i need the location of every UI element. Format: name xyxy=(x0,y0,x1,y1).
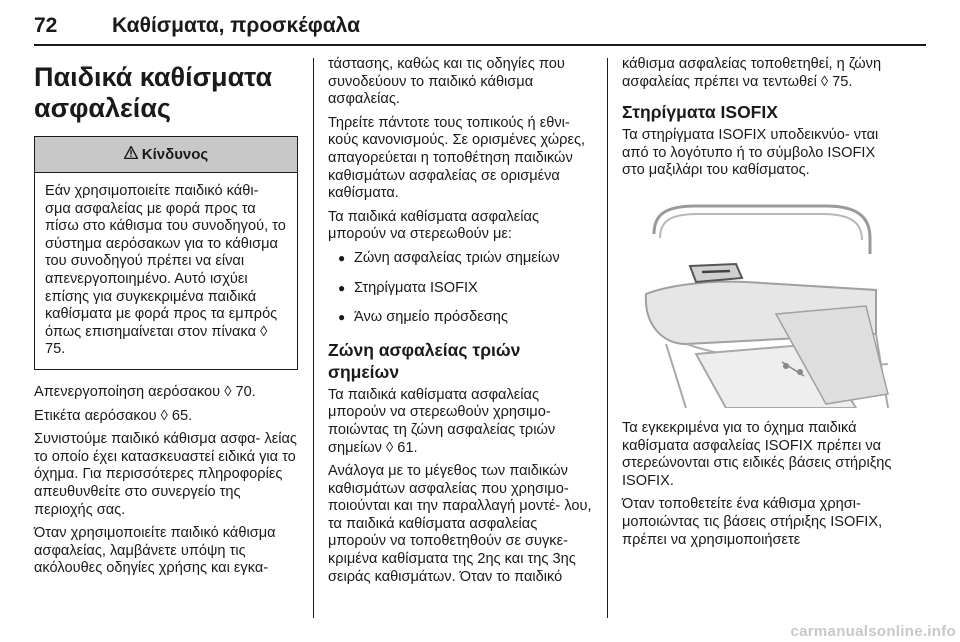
column-divider-2 xyxy=(607,58,608,618)
list-item: ● Ζώνη ασφαλείας τριών σημείων xyxy=(338,249,560,266)
warning-body xyxy=(35,173,297,369)
three-point-belt-paragraph: Τα παιδικά καθίσματα ασφαλείας μπορούν να στερεωθούν χρησιμο- ποιώντας τη ζώνη ασφαλείας τριών σημείων ◊ 61. xyxy=(328,386,556,456)
isofix-seat-drawing xyxy=(626,194,890,408)
page-header xyxy=(34,6,926,46)
installation-continuation: τάστασης, καθώς και τις οδηγίες που συνοδεύουν το παιδικό κάθισμα ασφαλείας. xyxy=(328,56,565,108)
section-title: Παιδικά καθίσματα ασφαλείας xyxy=(34,62,273,123)
column-1 xyxy=(34,56,298,584)
warning-triangle-icon xyxy=(124,146,138,163)
isofix-heading: Στηρίγματα ISOFIX xyxy=(622,102,778,123)
warning-title: Κίνδυνος xyxy=(141,146,209,163)
belt-tension-paragraph: κάθισμα ασφαλείας τοποθετηθεί, η ζώνη ασφαλείας πρέπει να τεντωθεί ◊ 75. xyxy=(622,56,882,90)
column-2 xyxy=(328,56,592,592)
instructions-paragraph: Όταν χρησιμοποιείτε παιδικό κάθισμα ασφαλείας, λαμβάνετε υπόψη τις ακόλουθες οδηγίες χρήσης και εγκα- xyxy=(34,525,276,577)
list-item: ● Άνω σημείο πρόσδεσης xyxy=(338,309,508,326)
fastening-methods-list xyxy=(328,250,592,327)
page-number: 72 xyxy=(34,14,58,37)
recommendation-paragraph: Συνιστούμε παιδικό κάθισμα ασφα- λείας το οποίο έχει κατασκευαστεί ειδικά για το όχημα. Για περισσότερες πληροφορίες απευθυνθείτε στο συνεργείο της περιοχής σας. xyxy=(34,431,297,518)
local-regulations-paragraph: Τηρείτε πάντοτε τους τοπικούς ή εθνι- κούς κανονισμούς. Σε ορισμένες χώρες, απαγορεύεται η τοποθέτηση παιδικών καθισμάτων ασφαλείας σε ορισμένα καθίσματα. xyxy=(328,114,586,202)
isofix-indication-paragraph: Τα στηρίγματα ISOFIX υποδεικνύο- νται από το λογότυπο ή το σύμβολο ISOFIX στο μαξιλάρι του καθίσματος. xyxy=(622,127,879,179)
running-title: Καθίσματα, προσκέφαλα xyxy=(112,14,360,37)
approved-seats-paragraph: Τα εγκεκριμένα για το όχημα παιδικά καθίσματα ασφαλείας ISOFIX πρέπει να στερεώνονται στις ειδικές βάσεις στήριξης ISOFIX. xyxy=(622,419,892,489)
site-watermark: carmanualsonline.info xyxy=(790,623,956,640)
isofix-mounting-paragraph: Όταν τοποθετείτε ένα κάθισμα χρησι- μοποιώντας τις βάσεις στήριξης ISOFIX, πρέπει να χρησιμοποιήσετε xyxy=(622,496,883,548)
danger-warning-box xyxy=(34,136,298,370)
isofix-seat-illustration xyxy=(626,194,890,408)
seat-rows-paragraph: Ανάλογα με το μέγεθος των παιδικών καθισμάτων ασφαλείας που χρησιμο- ποιούνται και την παραλλαγή μοντέ- λου, τα παιδικά καθίσματα ασφαλείας μπορούν να τοποθετηθούν σε συγκε- κριμένα καθίσματα της 2ης και της 3ης σειράς καθισμάτων. Όταν το παιδικό xyxy=(328,463,592,585)
warning-text: Εάν χρησιμοποιείτε παιδικό κάθι- σμα ασφαλείας με φορά προς τα πίσω στο κάθισμα του συνοδηγού, το σύστημα αερόσακων για το κάθισμα του συνοδηγού πρέπει να είναι απενεργοποιημένο. Αυτό ισχύει επίσης για συγκεκριμένα παιδικά καθίσματα με φορά προς τα εμπρός όπως επισημαίνεται στον πίνακα ◊ 75. xyxy=(45,183,286,358)
airbag-deactivation-ref: Απενεργοποίηση αερόσακου ◊ 70. xyxy=(34,383,256,400)
warning-header xyxy=(35,137,297,173)
list-item: ● Στηρίγματα ISOFIX xyxy=(338,279,478,296)
header-rule xyxy=(34,44,926,46)
column-divider-1 xyxy=(313,58,314,618)
column-3 xyxy=(622,56,892,555)
three-point-belt-heading: Ζώνη ασφαλείας τριών σημείων xyxy=(328,339,521,382)
airbag-label-ref: Ετικέτα αερόσακου ◊ 65. xyxy=(34,407,193,424)
fastening-intro: Τα παιδικά καθίσματα ασφαλείας μπορούν να στερεωθούν με: xyxy=(328,208,539,243)
